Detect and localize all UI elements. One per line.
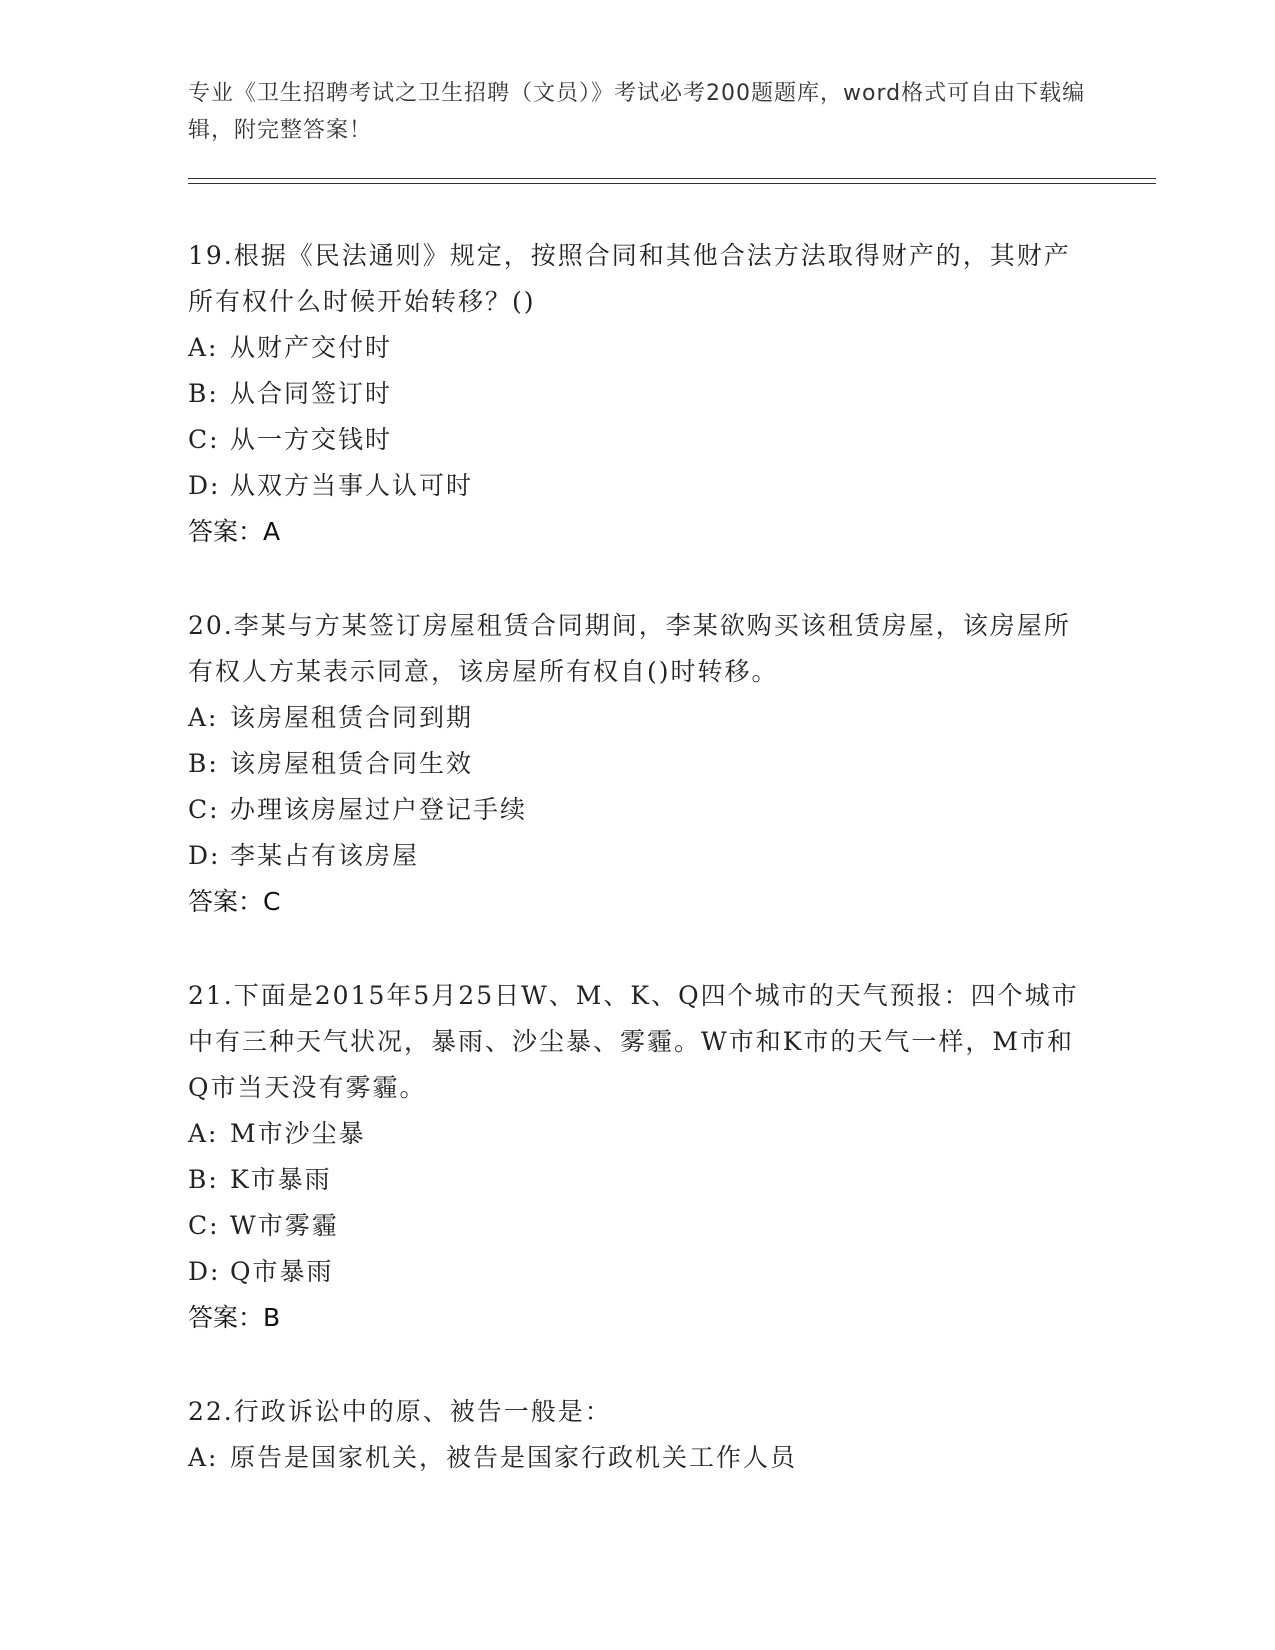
- option-a: [188, 1435, 1088, 1481]
- option-c: [188, 787, 1088, 833]
- option-text: 李某占有该房屋: [230, 841, 420, 870]
- option-text: 从一方交钱时: [230, 425, 393, 454]
- option-text: 办理该房屋过户登记手续: [230, 795, 528, 824]
- option-text: 该房屋租赁合同生效: [230, 749, 474, 778]
- option-letter: A:: [188, 703, 219, 732]
- question-list: [188, 233, 1088, 1529]
- question-text: 20.李某与方某签订房屋租赁合同期间，李某欲购买该租赁房屋，该房屋所有权人方某表示同意，该房屋所有权自()时转移。: [188, 611, 1071, 686]
- question-20: [188, 603, 1088, 925]
- question-text: 19.根据《民法通则》规定，按照合同和其他合法方法取得财产的，其财产所有权什么时候开始转移？(): [188, 241, 1071, 316]
- option-c: [188, 1203, 1088, 1249]
- option-letter: B:: [188, 1165, 219, 1194]
- option-d: [188, 1249, 1088, 1295]
- option-a: [188, 695, 1088, 741]
- header-divider-bottom: [188, 183, 1156, 184]
- question-text: 22.行政诉讼中的原、被告一般是：: [188, 1397, 612, 1426]
- option-letter: C:: [188, 795, 220, 824]
- option-text: 从合同签订时: [230, 379, 393, 408]
- option-text: 从双方当事人认可时: [230, 471, 474, 500]
- option-text: K市暴雨: [230, 1165, 332, 1194]
- option-text: 从财产交付时: [230, 333, 393, 362]
- answer: 答案：B: [188, 1303, 281, 1332]
- option-b: [188, 371, 1088, 417]
- question-text: 21.下面是2015年5月25日W、M、K、Q四个城市的天气预报：四个城市中有三种天气状况，暴雨、沙尘暴、雾霾。W市和K市的天气一样，M市和Q市当天没有雾霾。: [188, 981, 1079, 1102]
- option-letter: C:: [188, 1211, 220, 1240]
- question-19: [188, 233, 1088, 555]
- option-a: [188, 325, 1088, 371]
- option-text: W市雾霾: [230, 1211, 339, 1240]
- option-text: 该房屋租赁合同到期: [230, 703, 474, 732]
- header-divider-top: [188, 178, 1156, 179]
- option-letter: D:: [188, 471, 221, 500]
- option-letter: D:: [188, 841, 221, 870]
- option-letter: A:: [188, 1443, 219, 1472]
- option-a: [188, 1111, 1088, 1157]
- option-letter: D:: [188, 1257, 221, 1286]
- option-letter: A:: [188, 333, 219, 362]
- question-22: [188, 1389, 1088, 1481]
- option-b: [188, 1157, 1088, 1203]
- option-b: [188, 741, 1088, 787]
- option-letter: C:: [188, 425, 220, 454]
- option-letter: A:: [188, 1119, 219, 1148]
- option-c: [188, 417, 1088, 463]
- answer: 答案：C: [188, 887, 281, 916]
- option-text: M市沙尘暴: [230, 1119, 366, 1148]
- option-d: [188, 463, 1088, 509]
- option-letter: B:: [188, 379, 219, 408]
- option-text: Q市暴雨: [230, 1257, 334, 1286]
- option-d: [188, 833, 1088, 879]
- question-21: [188, 973, 1088, 1341]
- answer: 答案：A: [188, 517, 281, 546]
- document-header: 专业《卫生招聘考试之卫生招聘（文员）》考试必考200题题库，word格式可自由下载编辑，附完整答案！: [188, 81, 1086, 143]
- option-text: 原告是国家机关，被告是国家行政机关工作人员: [230, 1443, 798, 1472]
- option-letter: B:: [188, 749, 219, 778]
